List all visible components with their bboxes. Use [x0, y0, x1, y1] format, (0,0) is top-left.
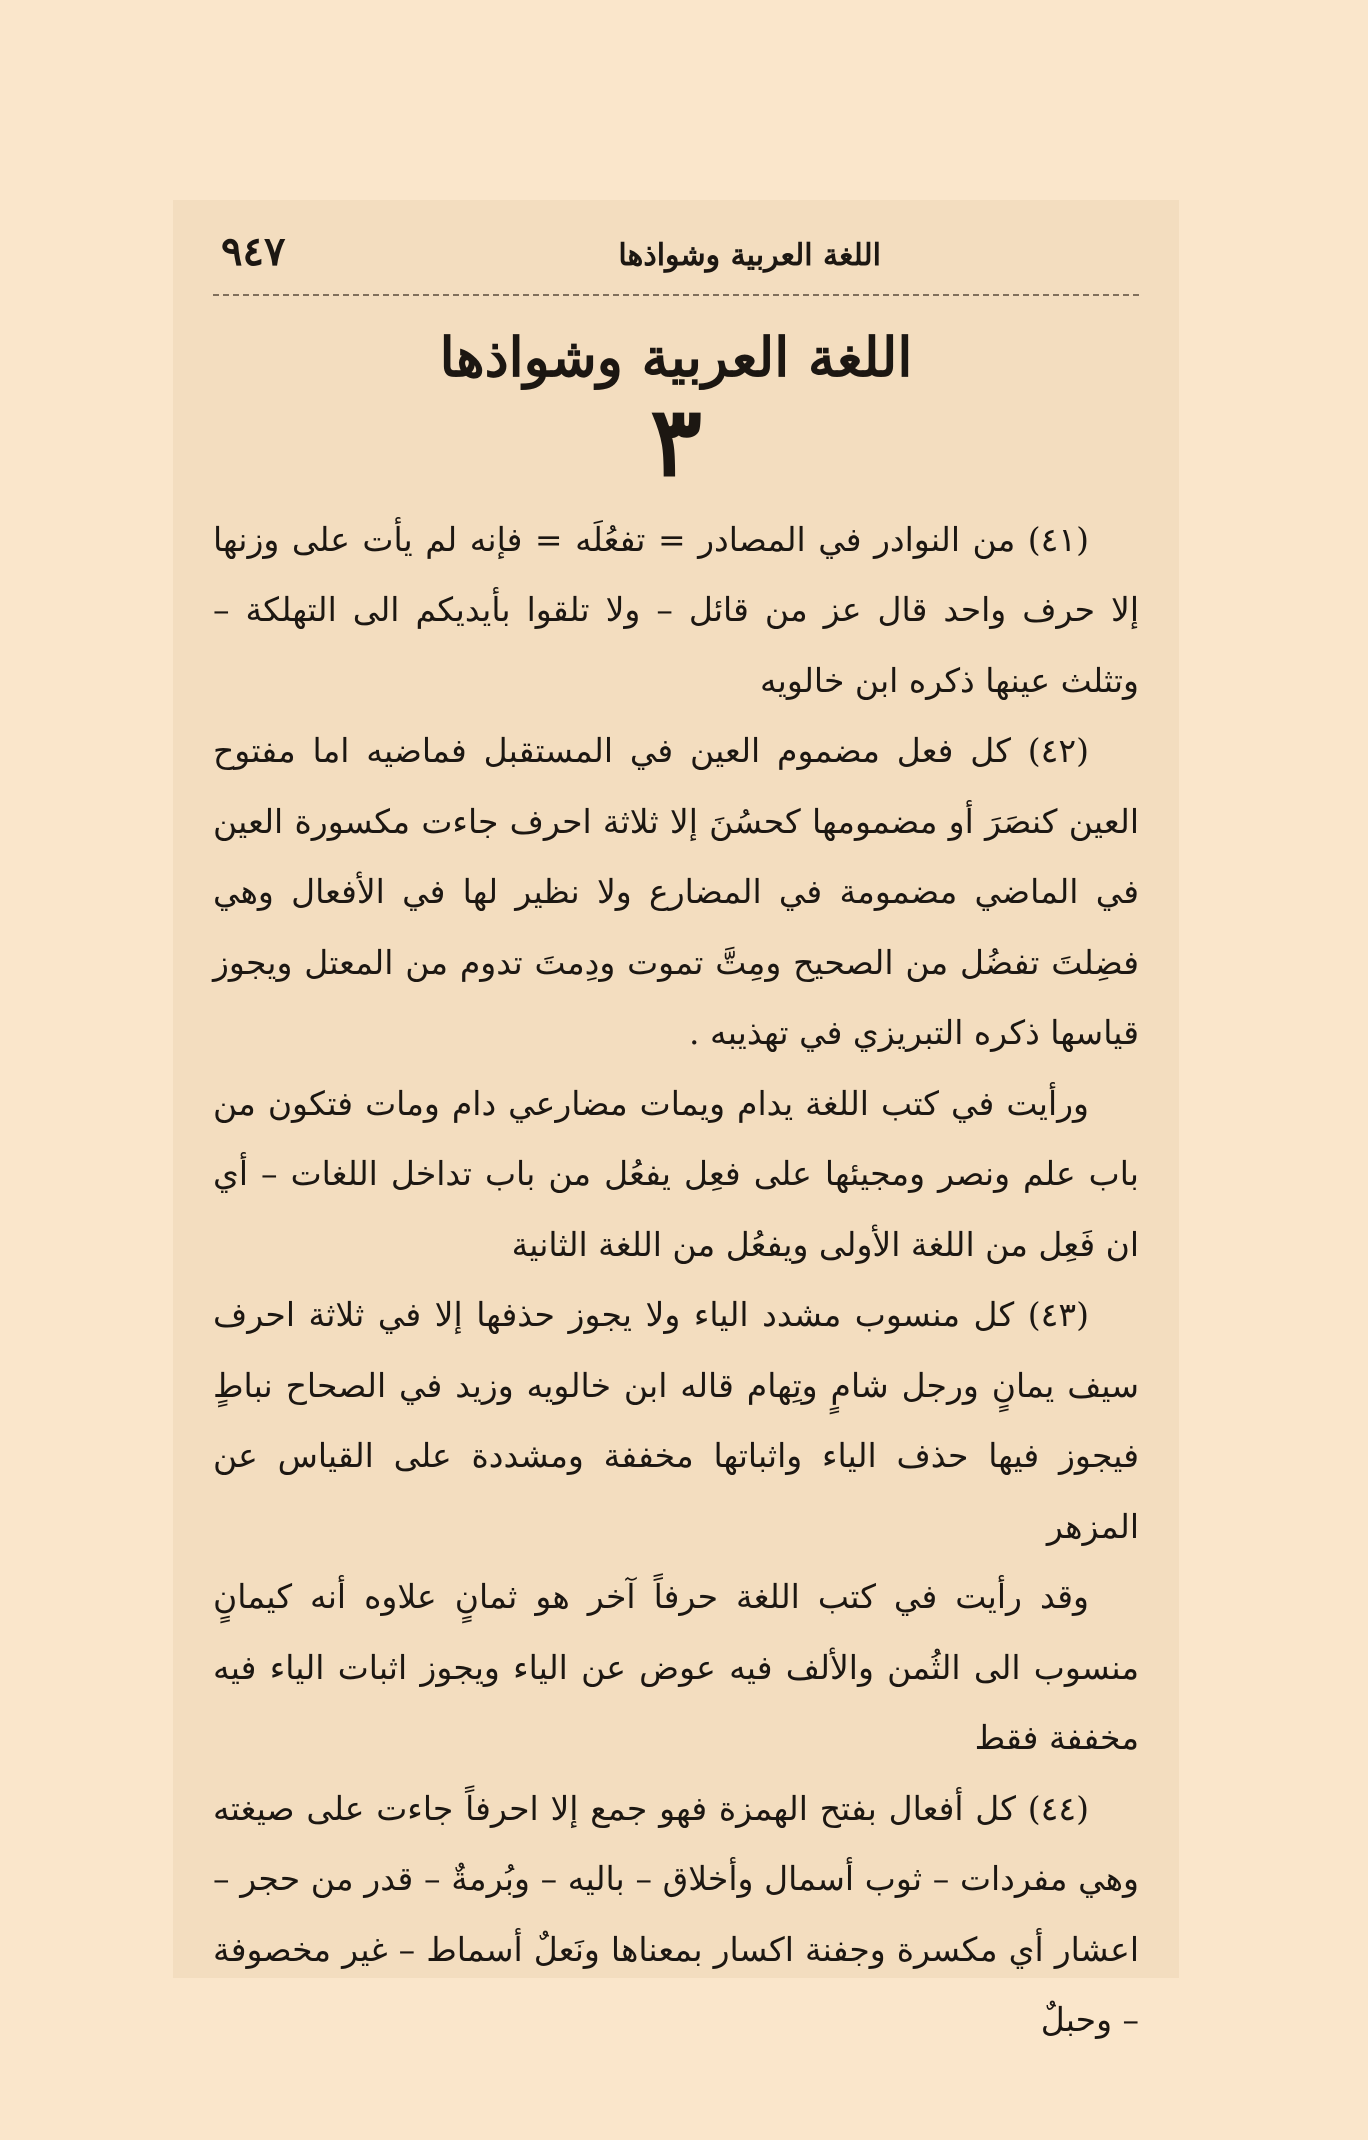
paragraph: (٤١) من النوادر في المصادر = تفعُلَه = فإنه لم يأت على وزنها إلا حرف واحد قال عز من قائل – ولا تلقوا بأيديكم الى التهلكة – وتثلث عينها ذكره ابن خالويه	[213, 519, 1139, 700]
paragraph: (٤٢) كل فعل مضموم العين في المستقبل فماضيه اما مفتوح العين كنصَرَ أو مضمومها كحسُنَ إلا ثلاثة احرف جاءت مكسورة العين في الماضي مضمومة في المضارع ولا نظير لها في الأفعال وهي فضِلتَ تفضُل من الصحيح ومِتَّ تموت ودِمتَ تدوم من المعتل ويجوز قياسها ذكره التبريزي في تهذيبه .	[213, 731, 1139, 1053]
header-rule	[213, 290, 1139, 300]
running-head	[213, 228, 1139, 278]
paragraph: (٤٤) كل أفعال بفتح الهمزة فهو جمع إلا احرفاً جاءت على صيغته وهي مفردات – ثوب أسمال وأخلاق – باليه – وبُرمةٌ – قدر من حجر – اعشار أي مكسرة وجفنة اكسار بمعناها ونَعلٌ أسماط – غير مخصوفة – وحبلٌ	[213, 1788, 1139, 2040]
running-title: اللغة العربية وشواذها	[618, 238, 881, 273]
body-text	[213, 505, 1139, 2056]
paragraph: ورأيت في كتب اللغة يدام ويمات مضارعي دام ومات فتكون من باب علم ونصر ومجيئها على فعِل يفعُل من باب تداخل اللغات – أي ان فَعِل من اللغة الأولى ويفعُل من اللغة الثانية	[213, 1083, 1139, 1264]
paragraph: وقد رأيت في كتب اللغة حرفاً آخر هو ثمانٍ علاوه أنه كيمانٍ منسوب الى الثُمن والألف فيه عوض عن الياء ويجوز اثبات الياء فيه مخففة فقط	[213, 1577, 1139, 1758]
page-number: ٩٤٧	[221, 228, 286, 275]
book-page	[173, 200, 1179, 2040]
article-title: اللغة العربية وشواذها	[439, 325, 913, 389]
part-number: ٣	[650, 385, 702, 499]
paragraph: (٤٣) كل منسوب مشدد الياء ولا يجوز حذفها إلا في ثلاثة احرف سيف يمانٍ ورجل شامٍ وتِهام قاله ابن خالويه وزيد في الصحاح نباطٍ فيجوز فيها حذف الياء واثباتها مخففة ومشددة على القياس عن المزهر	[213, 1295, 1139, 1546]
